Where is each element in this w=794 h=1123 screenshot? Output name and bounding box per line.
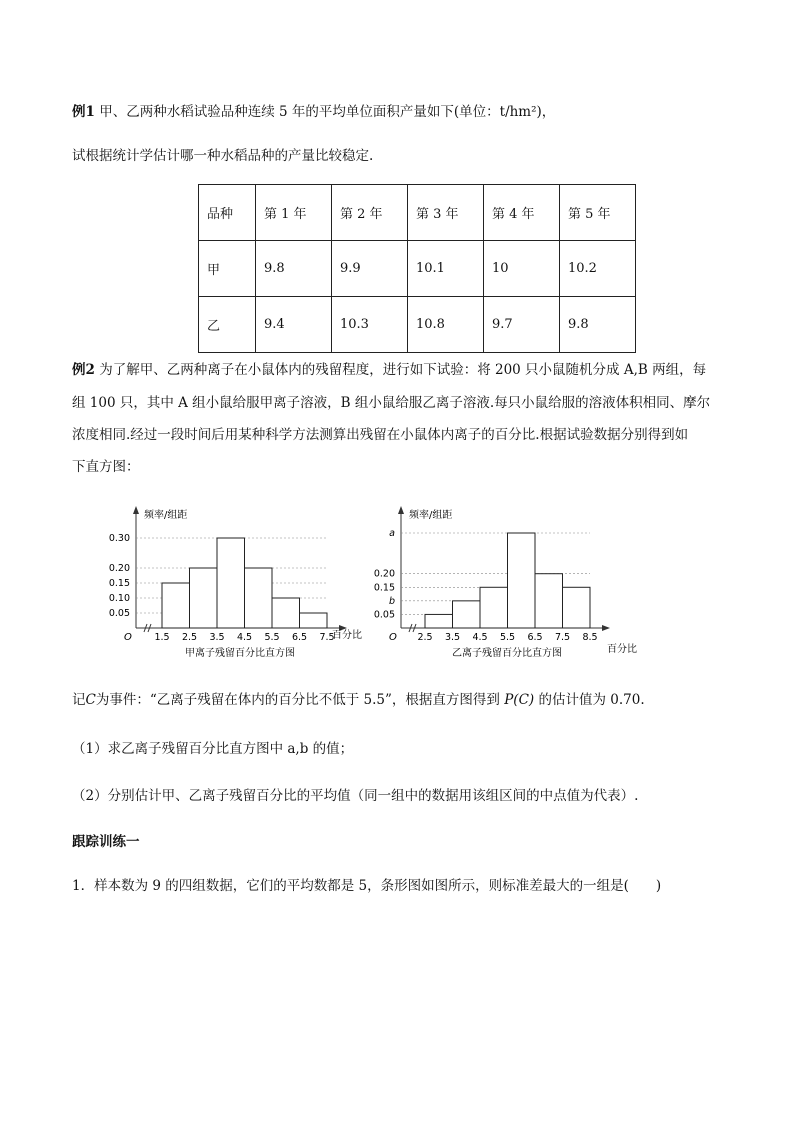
table-cell: 第 5 年 xyxy=(560,185,636,241)
x-axis-label: 百分比 xyxy=(607,644,637,655)
table-cell: 10.8 xyxy=(408,297,484,353)
section-title: 跟踪训练一 xyxy=(72,834,140,850)
chart-title: 甲离子残留百分比直方图 xyxy=(185,648,295,659)
table-cell: 10.1 xyxy=(408,241,484,297)
histogram-bar xyxy=(272,598,300,628)
histogram-bar xyxy=(535,574,563,628)
y-tick-label: 0.15 xyxy=(108,578,130,589)
event-prefix: 记 xyxy=(72,692,86,708)
table-cell: 10.3 xyxy=(332,297,408,353)
x-tick-label: 7.5 xyxy=(554,632,571,643)
y-tick-label: 0.20 xyxy=(373,568,395,580)
histogram-bar xyxy=(508,533,536,628)
example2-label: 例2 xyxy=(72,362,95,378)
histogram-bar xyxy=(245,568,273,628)
origin-label: O xyxy=(389,632,397,643)
table-cell: 乙 xyxy=(199,297,256,353)
x-tick-label: 1.5 xyxy=(154,632,170,643)
x-tick-label: 4.5 xyxy=(236,632,253,643)
y-tick-label: a xyxy=(389,528,395,539)
chart-title: 乙离子残留百分比直方图 xyxy=(452,648,562,659)
x-tick-label: 6.5 xyxy=(527,632,543,643)
example2-line3: 浓度相同.经过一段时间后用某种科学方法测算出残留在小鼠体内离子的百分比.根据试验数据分别得到如 xyxy=(72,427,689,443)
histogram-bar xyxy=(217,538,245,628)
histogram-bar xyxy=(162,583,190,628)
example1-line1 xyxy=(72,98,732,126)
y-tick-label: 0.05 xyxy=(373,609,395,621)
x-tick-label: 2.5 xyxy=(417,632,433,643)
x-axis-label: 百分比 xyxy=(332,630,362,641)
problem-1: 1．样本数为 9 的四组数据，它们的平均数都是 5，条形图如图所示，则标准差最大的一组是( ) xyxy=(72,878,662,894)
question-1: （1）求乙离子残留百分比直方图中 a,b 的值； xyxy=(72,741,354,757)
table-cell: 第 2 年 xyxy=(332,185,408,241)
origin-label: O xyxy=(124,632,132,643)
table-cell: 9.9 xyxy=(332,241,408,297)
table-cell: 第 3 年 xyxy=(408,185,484,241)
table-row xyxy=(199,297,636,353)
y-tick-label: 0.20 xyxy=(108,563,130,574)
event-var: C xyxy=(85,692,96,708)
example2-line1 xyxy=(72,356,732,384)
table-cell: 甲 xyxy=(199,241,256,297)
y-tick-label: 0.15 xyxy=(373,582,395,594)
x-tick-label: 7.5 xyxy=(319,632,335,643)
x-tick-label: 3.5 xyxy=(444,632,461,643)
event-prob: P(C) xyxy=(504,692,535,708)
table-cell: 9.7 xyxy=(484,297,560,353)
event-line xyxy=(72,686,732,714)
y-tick-label: 0.05 xyxy=(108,608,130,619)
x-axis-arrow xyxy=(602,625,610,631)
example2-text: 为了解甲、乙两种离子在小鼠体内的残留程度，进行如下试验：将 200 只小鼠随机分成 A,B 两组，每 xyxy=(99,362,707,378)
x-tick-label: 2.5 xyxy=(181,632,198,643)
x-tick-label: 4.5 xyxy=(472,632,488,643)
histogram-bar xyxy=(425,614,453,628)
histogram-bar xyxy=(453,601,481,628)
histogram-bar xyxy=(563,587,591,628)
yield-table xyxy=(198,184,636,353)
event-text: 为事件：“乙离子残留在体内的百分比不低于 5.5”，根据直方图得到 xyxy=(95,692,500,708)
y-axis-arrow xyxy=(133,506,139,514)
table-cell: 第 4 年 xyxy=(484,185,560,241)
example2-line4: 下直方图： xyxy=(72,459,140,475)
x-tick-label: 8.5 xyxy=(582,632,598,643)
histogram-jia xyxy=(110,500,380,665)
question-2: （2）分别估计甲、乙离子残留百分比的平均值（同一组中的数据用该组区间的中点值为代表）. xyxy=(72,788,639,804)
y-tick-label: 0.10 xyxy=(108,593,130,604)
y-tick-label: b xyxy=(388,595,395,607)
example2-line2: 组 100 只，其中 A 组小鼠给服甲离子溶液，B 组小鼠给服乙离子溶液.每只小鼠给服的溶液体积相同、摩尔 xyxy=(72,395,711,411)
table-cell: 9.4 xyxy=(256,297,332,353)
table-cell: 9.8 xyxy=(560,297,636,353)
y-tick-label: 0.30 xyxy=(108,533,130,544)
x-tick-label: 6.5 xyxy=(291,632,308,643)
table-cell: 第 1 年 xyxy=(256,185,332,241)
table-cell: 品种 xyxy=(199,185,256,241)
histogram-bar xyxy=(480,587,508,628)
example1-label: 例1 xyxy=(72,104,95,120)
table-cell: 9.8 xyxy=(256,241,332,297)
histogram-yi xyxy=(373,500,665,665)
y-axis-label: 频率/组距 xyxy=(144,510,188,521)
table-cell: 10 xyxy=(484,241,560,297)
table-header-row xyxy=(199,185,636,241)
event-suffix: 的估计值为 0.70. xyxy=(538,692,645,708)
table-cell: 10.2 xyxy=(560,241,636,297)
x-tick-label: 5.5 xyxy=(264,632,280,643)
table-row xyxy=(199,241,636,297)
y-axis-label: 频率/组距 xyxy=(409,510,453,521)
example1-text: 甲、乙两种水稻试验品种连续 5 年的平均单位面积产量如下(单位：t/hm²)， xyxy=(99,104,556,120)
histogram-bar xyxy=(190,568,218,628)
histogram-bar xyxy=(300,613,328,628)
x-tick-label: 5.5 xyxy=(499,632,516,643)
y-axis-arrow xyxy=(398,506,404,514)
example1-line2: 试根据统计学估计哪一种水稻品种的产量比较稳定. xyxy=(72,148,374,164)
x-tick-label: 3.5 xyxy=(209,632,225,643)
